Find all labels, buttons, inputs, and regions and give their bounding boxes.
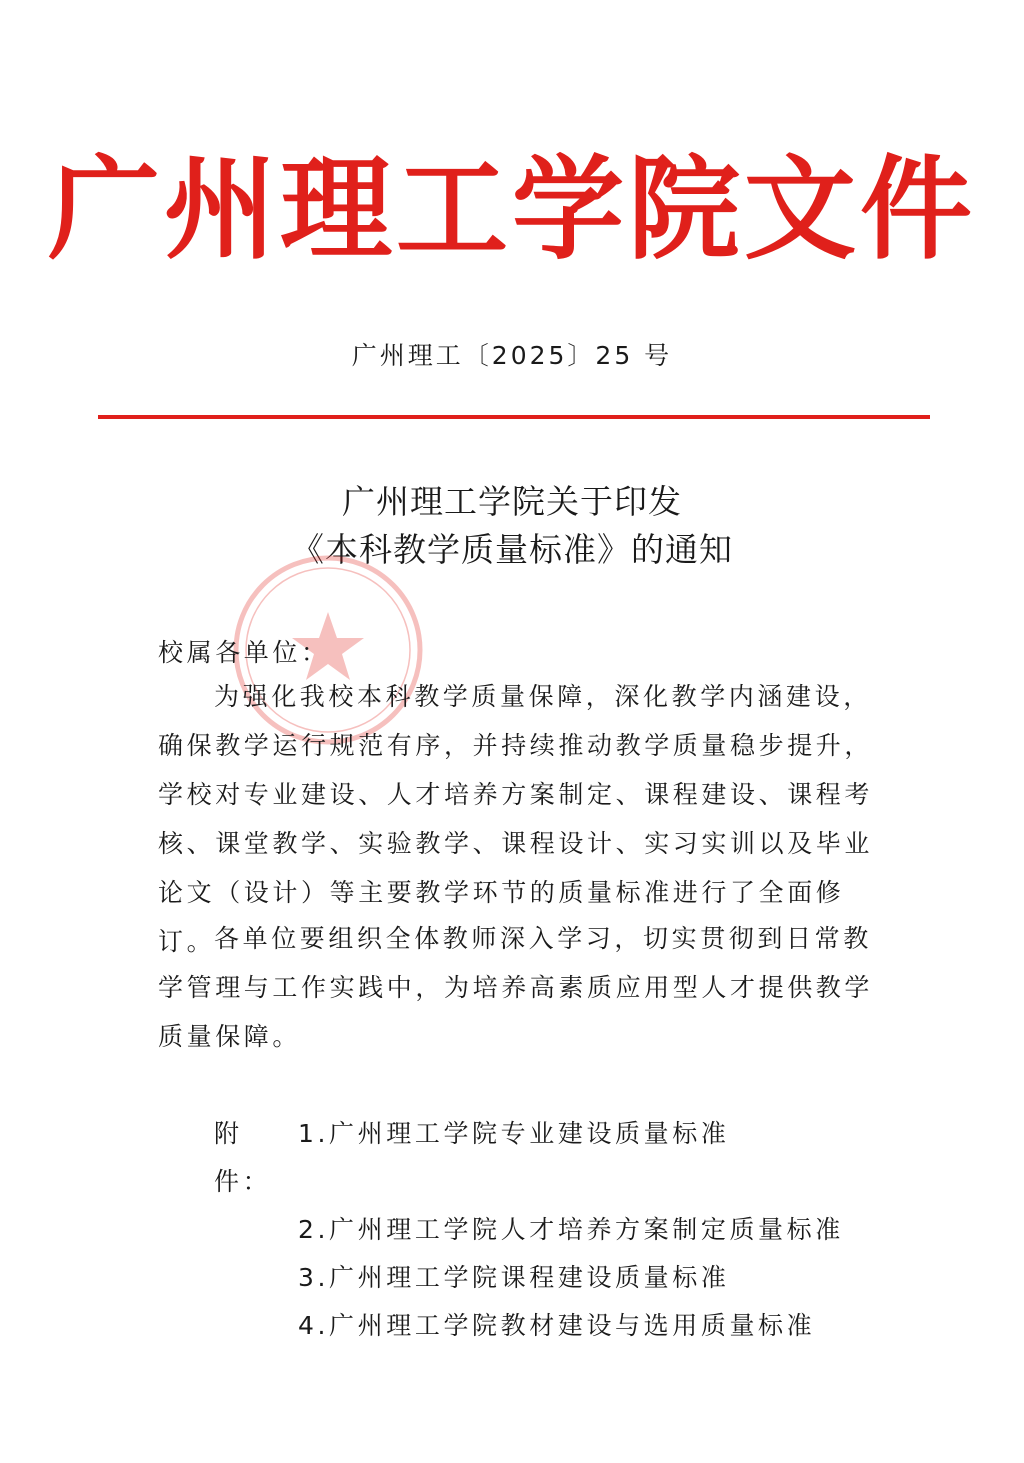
attachment-row (214, 1206, 844, 1254)
attachments-label: 附件： (214, 1119, 272, 1196)
header-divider (98, 415, 930, 419)
body-paragraph-2: 各单位要组织全体教师深入学习，切实贯彻到日常教学管理与工作实践中，为培养高素质应用型人才提供教学质量保障。 (158, 924, 874, 1051)
document-title-line-2: 《本科教学质量标准》的通知 (291, 530, 733, 569)
attachment-row (214, 1254, 844, 1302)
document-title-line-1: 广州理工学院关于印发 (342, 482, 682, 521)
attachment-row (214, 1302, 844, 1350)
attachments-list (214, 1110, 844, 1350)
attachment-item-3: 3.广州理工学院课程建设质量标准 (298, 1263, 730, 1292)
attachment-row (214, 1110, 844, 1206)
attachment-item-2: 2.广州理工学院人才培养方案制定质量标准 (298, 1215, 844, 1244)
document-masthead: 广州理工学院文件 (48, 144, 976, 275)
salutation: 校属各单位： (158, 638, 330, 667)
attachment-item-1: 1.广州理工学院专业建设质量标准 (298, 1119, 730, 1148)
body-paragraph-1: 为强化我校本科教学质量保障，深化教学内涵建设，确保教学运行规范有序，并持续推动教学质量稳步提升，学校对专业建设、人才培养方案制定、课程建设、课程考核、课堂教学、实验教学、课程设计、实习实训以及毕业论文（设计）等主要教学环节的质量标准进行了全面修订。 (158, 682, 874, 956)
attachment-item-4: 4.广州理工学院教材建设与选用质量标准 (298, 1311, 816, 1340)
document-number: 广州理工〔2025〕25 号 (351, 341, 673, 370)
